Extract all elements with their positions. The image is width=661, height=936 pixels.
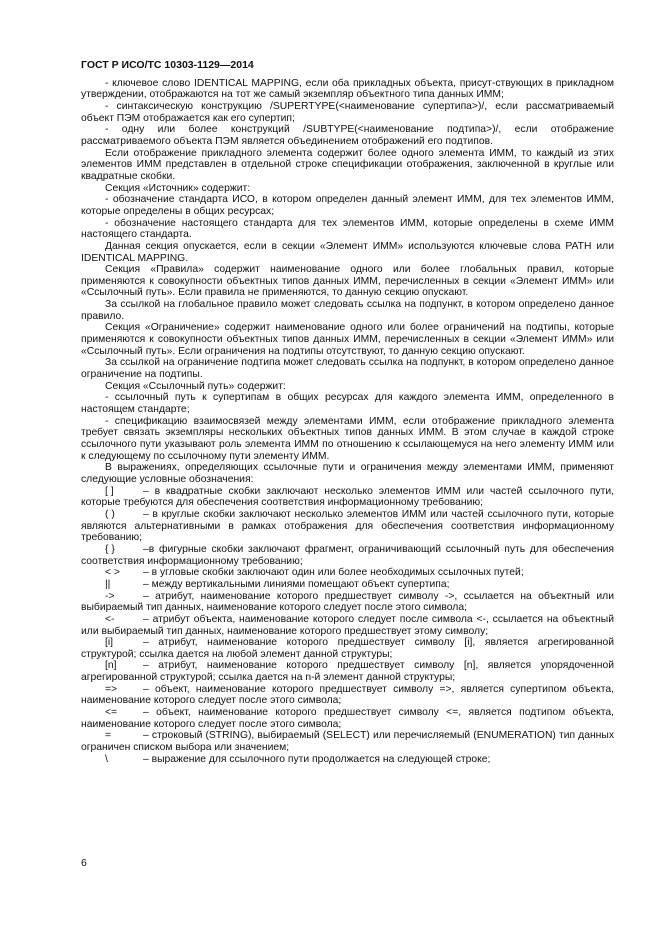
symbol-key: < > — [105, 567, 120, 579]
symbol-entry — [81, 660, 614, 683]
symbol-key: ( ) — [105, 508, 115, 520]
symbol-entry — [81, 509, 614, 544]
paragraph-10: За ссылкой на глобальное правило может следовать ссылка на подпункт, в котором определено данное правило. — [81, 299, 614, 322]
symbol-text: – строковый (STRING), выбираемый (SELECT) или перечисляемый (ENUMERATION) тип данных ограничен списком выбора или значением; — [81, 730, 614, 754]
symbol-key: <= — [105, 707, 118, 719]
symbol-entry — [81, 637, 614, 660]
symbol-text: – атрибут объекта, наименование которого следует после символа <-, ссылается на объектный или выбираемый тип данных, наименование которого предшествует этому символу; — [81, 613, 614, 637]
symbol-key: <- — [105, 613, 115, 625]
paragraph-1: - ключевое слово IDENTICAL MAPPING, если оба прикладных объекта, присут-ствующих в прикладном утверждении, отображаются на тот же самый экземпляр объектного типа данных ИММ; — [81, 77, 614, 101]
paragraph-5: Секция «Источник» содержит: — [105, 182, 251, 194]
symbol-key: => — [105, 683, 118, 695]
symbol-key: [n] — [105, 660, 117, 672]
symbol-key: { } — [105, 543, 115, 555]
paragraph-16: В выражениях, определяющих ссылочные пути и ограничения между элементами ИММ, применяют следующие условные обозначения: — [81, 462, 614, 485]
paragraph-4: Если отображение прикладного элемента содержит более одного элемента ИММ, то каждый из этих элементов ИММ представлен в отдельной строке спецификации отображения, заключенной в круглые или квадратные скобки. — [81, 147, 614, 182]
document-header: ГОСТ Р ИСО/ТС 10303-1129—2014 — [81, 59, 254, 71]
symbol-entry — [81, 486, 614, 509]
symbol-entry — [81, 567, 614, 579]
symbol-text: –в фигурные скобки заключают фрагмент, ограничивающий ссылочный путь для обеспечения соответствия информационному требованию; — [81, 543, 614, 567]
page-number: 6 — [81, 857, 87, 869]
symbol-key: \ — [105, 753, 108, 765]
symbol-entry — [81, 614, 614, 637]
symbol-text: – в квадратные скобки заключают несколько элементов ИММ или частей ссылочного пути, которые требуются для обеспечения соответствия информационному требованию; — [81, 485, 614, 509]
symbol-text: – в угловые скобки заключают один или более необходимых ссылочных путей; — [143, 567, 524, 579]
symbol-key: -> — [105, 590, 115, 602]
document-page — [81, 60, 614, 765]
paragraph-6: - обозначение стандарта ИСО, в котором определен данный элемент ИММ, для тех элементов ИММ, которые определены в общих ресурсах; — [81, 194, 614, 217]
paragraph-8: Данная секция опускается, если в секции «Элемент ИММ» используются ключевые слова PATH или IDENTICAL MAPPING. — [81, 240, 614, 264]
symbol-key: [i] — [105, 637, 114, 649]
paragraph-9: Секция «Правила» содержит наименование одного или более глобальных правил, которые применяются к совокупности объектных типов данных ИММ, перечисленных в секции «Элемент ИММ» или «Ссылочный путь». Если правила не применяются, то данную секцию опускают. — [81, 264, 614, 299]
paragraph-15: - спецификацию взаимосвязей между элементами ИММ, если отображение прикладного элемента требует связать экземпляры нескольких объектных типов данных ИММ. В этом случае в каждой строке ссылочного пути указывают роль элемента ИММ по отношению к ссылающемуся на него элементу ИММ или к следующему по ссылочному пути элементу ИММ. — [81, 415, 614, 462]
symbol-entry — [81, 591, 614, 614]
paragraph-11: Секция «Ограничение» содержит наименование одного или более ограничений на подтипы, которые применяются к совокупности объектных типов данных ИММ, перечисленных в секции «Элемент ИММ» или «Ссылочный путь». Если ограничения на подтипы отсутствуют, то данную секцию опускают. — [81, 322, 614, 357]
paragraph-13: Секция «Ссылочный путь» содержит: — [105, 380, 286, 392]
paragraph-12: За ссылкой на ограничение подтипа может следовать ссылка на подпункт, в котором определено данное ограничение на подтипы. — [81, 357, 614, 381]
symbol-entry — [81, 730, 614, 753]
symbol-entry — [81, 754, 614, 766]
paragraph-7: - обозначение настоящего стандарта для тех элементов ИММ, которые определены в схеме ИММ настоящего стандарта. — [81, 217, 614, 241]
symbol-key: [ ] — [105, 485, 114, 497]
symbol-key: || — [105, 578, 111, 590]
symbol-entry — [81, 544, 614, 567]
symbol-text: – атрибут, наименование которого предшествует символу [n], является упорядоченной агрегированной структурой; ссылка дается на n-й элемент данной структуры; — [81, 660, 614, 684]
symbol-text: – атрибут, наименование которого предшествует символу [i], является агрегированной структурой; ссылка дается на любой элемент данной структуры; — [81, 637, 614, 660]
symbol-text: – выражение для ссылочного пути продолжается на следующей строке; — [143, 753, 491, 765]
symbol-key: = — [105, 730, 112, 742]
symbol-text: – между вертикальными линиями помещают объект супертипа; — [143, 578, 450, 590]
paragraph-2: - синтаксическую конструкцию /SUPERTYPE(<наименование супертипа>)/, если рассматриваемый объект ПЭМ отображается как его супертип; — [81, 100, 614, 124]
symbol-text: – объект, наименование которого предшествует символу =>, является супертипом объекта, наименование которого следует после этого символа; — [81, 683, 614, 707]
paragraph-3: - одну или более конструкций /SUBTYPE(<наименование подтипа>)/, если отображение рассматриваемого объекта ПЭМ является объединением отображений его подтипов. — [81, 124, 614, 147]
symbol-entry — [81, 684, 614, 707]
symbol-entry — [81, 707, 614, 730]
symbol-text: – атрибут, наименование которого предшествует символу ->, ссылается на объектный или выбираемый тип данных, наименование которого следует после этого символа; — [81, 590, 614, 614]
paragraph-14: - ссылочный путь к супертипам в общих ресурсах для каждого элемента ИММ, определенного в настоящем стандарте; — [81, 392, 614, 416]
symbol-text: – в круглые скобки заключают несколько элементов ИММ или частей ссылочного пути, которые являются альтернативными в рамках отображения для обеспечения соответствия информационному требованию; — [81, 508, 614, 544]
symbol-entry — [81, 579, 614, 591]
symbol-text: – объект, наименование которого предшествует символу <=, является подтипом объекта, наименование которого следует после этого символа; — [81, 707, 614, 730]
